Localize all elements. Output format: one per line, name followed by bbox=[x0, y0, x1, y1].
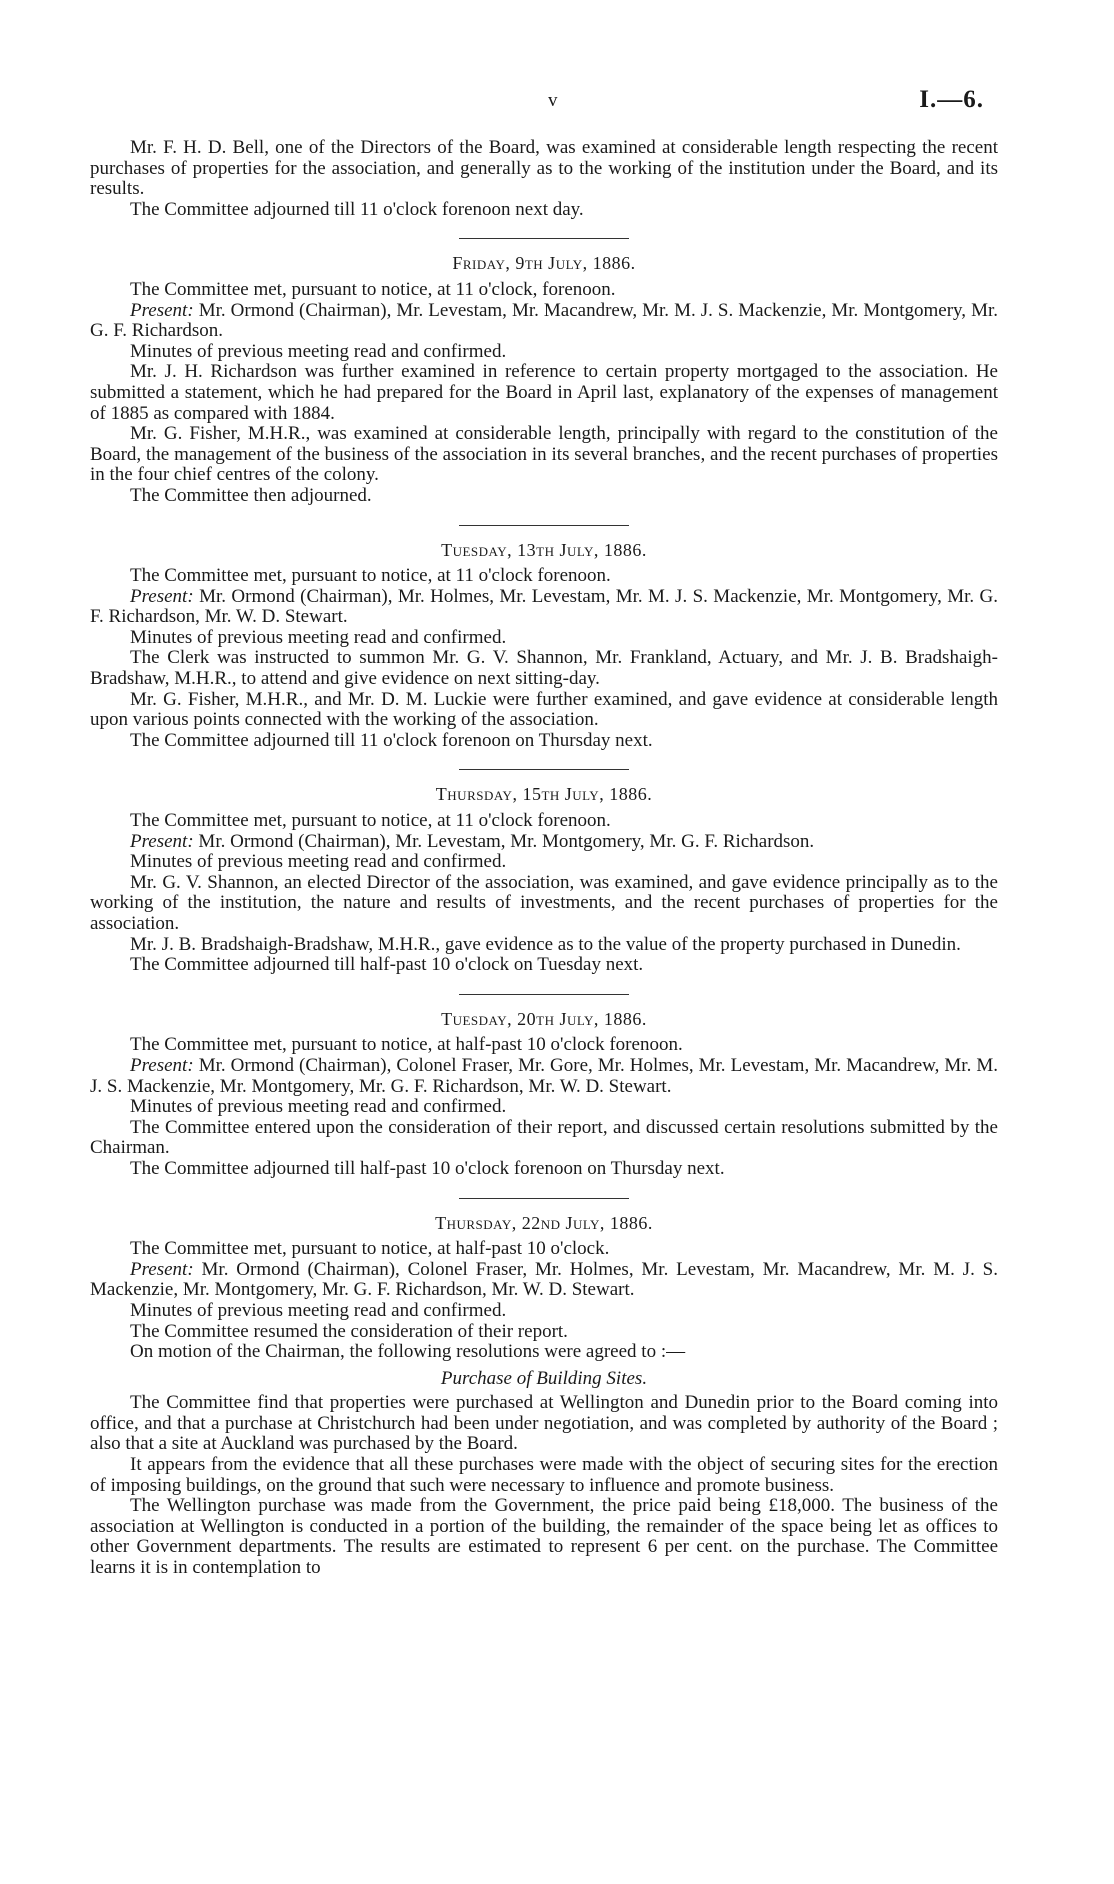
meeting-notice: The Committee met, pursuant to notice, at 11 o'clock, forenoon. bbox=[130, 278, 616, 300]
adjourn-paragraph: The Committee then adjourned. bbox=[130, 484, 372, 506]
document-body bbox=[90, 138, 998, 1579]
meeting-date-heading: Tuesday, 13th July, 1886. bbox=[441, 539, 647, 560]
resolutions-subheading: Purchase of Building Sites. bbox=[440, 1367, 648, 1389]
motion-paragraph: On motion of the Chairman, the following resolutions were agreed to :— bbox=[130, 1341, 686, 1363]
intro-adjourn: The Committee adjourned till 11 o'clock forenoon next day. bbox=[130, 198, 584, 220]
minutes-paragraph: Minutes of previous meeting read and confirmed. bbox=[130, 626, 507, 648]
proceedings-paragraph: Mr. J. H. Richardson was further examined in reference to certain property mortgaged to the association. He submitted a statement, which he had prepared for the Board in April last, explanatory of the expenses of management of 1885 as compared with 1884. bbox=[90, 361, 998, 424]
meeting-notice: The Committee met, pursuant to notice, at 11 o'clock forenoon. bbox=[130, 565, 611, 587]
present-label: Present: bbox=[130, 299, 194, 321]
attendance-list: Mr. Ormond (Chairman), Colonel Fraser, Mr. Holmes, Mr. Levestam, Mr. Macandrew, Mr. M. J. S. Mackenzie, Mr. Montgomery, Mr. G. F. Richardson, Mr. W. D. Stewart. bbox=[90, 1258, 998, 1301]
proceedings-paragraph: The Committee resumed the consideration of their report. bbox=[130, 1320, 568, 1342]
present-label: Present: bbox=[130, 1054, 194, 1076]
attendance-list: Mr. Ormond (Chairman), Mr. Levestam, Mr. Montgomery, Mr. G. F. Richardson. bbox=[198, 830, 815, 852]
resolution-paragraph: The Committee find that properties were purchased at Wellington and Dunedin prior to the Board coming into office, and that a purchase at Christchurch had been under negotiation, and was completed by authority of the Board ; also that a site at Auckland was purchased by the Board. bbox=[90, 1392, 998, 1455]
present-label: Present: bbox=[130, 585, 194, 607]
attendance-paragraph bbox=[90, 301, 998, 342]
meeting-notice: The Committee met, pursuant to notice, at 11 o'clock forenoon. bbox=[130, 810, 611, 832]
proceedings-paragraph: The Committee entered upon the consideration of their report, and discussed certain resolutions submitted by the Chairman. bbox=[90, 1116, 998, 1159]
attendance-list: Mr. Ormond (Chairman), Mr. Holmes, Mr. Levestam, Mr. M. J. S. Mackenzie, Mr. Montgomery, Mr. G. F. Richardson, Mr. W. D. Stewart. bbox=[90, 585, 998, 628]
attendance-paragraph bbox=[90, 1260, 998, 1301]
minutes-paragraph: Minutes of previous meeting read and confirmed. bbox=[130, 1299, 507, 1321]
section-divider bbox=[459, 769, 629, 770]
adjourn-paragraph: The Committee adjourned till half-past 10 o'clock on Tuesday next. bbox=[130, 954, 644, 976]
proceedings-paragraph: Mr. G. Fisher, M.H.R., and Mr. D. M. Luckie were further examined, and gave evidence at considerable length upon various points connected with the working of the association. bbox=[90, 688, 998, 731]
adjourn-paragraph: The Committee adjourned till 11 o'clock forenoon on Thursday next. bbox=[130, 729, 653, 751]
document-reference: I.—6. bbox=[919, 86, 984, 113]
adjourn-paragraph: The Committee adjourned till half-past 10 o'clock forenoon on Thursday next. bbox=[130, 1157, 725, 1179]
intro-paragraph: Mr. F. H. D. Bell, one of the Directors of the Board, was examined at considerable length respecting the recent purchases of properties for the association, and generally as to the working of the institution under the Board, and its results. bbox=[90, 137, 998, 200]
attendance-paragraph bbox=[90, 832, 998, 853]
proceedings-paragraph: Mr. G. Fisher, M.H.R., was examined at considerable length, principally with regard to the constitution of the Board, the management of the business of the association in its several branches, and the recent purchases of properties in the four chief centres of the colony. bbox=[90, 423, 998, 486]
minutes-paragraph: Minutes of previous meeting read and confirmed. bbox=[130, 1096, 507, 1118]
proceedings-paragraph: The Clerk was instructed to summon Mr. G. V. Shannon, Mr. Frankland, Actuary, and Mr. J. B. Bradshaigh-Bradshaw, M.H.R., to attend and give evidence on next sitting-day. bbox=[90, 647, 998, 690]
meeting-date-heading: Thursday, 15th July, 1886. bbox=[435, 784, 653, 805]
attendance-paragraph bbox=[90, 1056, 998, 1097]
attendance-list: Mr. Ormond (Chairman), Colonel Fraser, Mr. Gore, Mr. Holmes, Mr. Levestam, Mr. Macandrew, Mr. M. J. S. Mackenzie, Mr. Montgomery, Mr. G. F. Richardson, Mr. W. D. Stewart. bbox=[90, 1054, 998, 1097]
attendance-list: Mr. Ormond (Chairman), Mr. Levestam, Mr. Macandrew, Mr. M. J. S. Mackenzie, Mr. Montgomery, Mr. G. F. Richardson. bbox=[90, 299, 998, 342]
present-label: Present: bbox=[130, 1258, 194, 1280]
page-number: v bbox=[548, 90, 558, 111]
resolution-paragraph: It appears from the evidence that all these purchases were made with the object of securing sites for the erection of imposing buildings, on the ground that such were necessary to influence and promote business. bbox=[90, 1454, 998, 1496]
section-divider bbox=[459, 994, 629, 995]
proceedings-paragraph: Mr. J. B. Bradshaigh-Bradshaw, M.H.R., gave evidence as to the value of the property purchased in Dunedin. bbox=[130, 933, 961, 955]
section-divider bbox=[459, 238, 629, 239]
meeting-notice: The Committee met, pursuant to notice, at half-past 10 o'clock. bbox=[130, 1238, 610, 1260]
resolution-paragraph: The Wellington purchase was made from the Government, the price paid being £18,000. The business of the association at Wellington is conducted in a portion of the building, the remainder of the space being let as offices to other Government departments. The results are estimated to represent 6 per cent. on the purchase. The Committee learns it is in contemplation to bbox=[90, 1495, 998, 1579]
section-divider bbox=[459, 1198, 629, 1199]
page-header bbox=[0, 86, 1114, 120]
present-label: Present: bbox=[130, 830, 194, 852]
meeting-date-heading: Friday, 9th July, 1886. bbox=[452, 253, 636, 274]
meeting-date-heading: Thursday, 22nd July, 1886. bbox=[435, 1212, 653, 1233]
proceedings-paragraph: Mr. G. V. Shannon, an elected Director of the association, was examined, and gave evidence principally as to the working of the institution, the nature and results of investments, and the recent purchases of properties for the association. bbox=[90, 871, 998, 934]
meeting-notice: The Committee met, pursuant to notice, at half-past 10 o'clock forenoon. bbox=[130, 1034, 683, 1056]
minutes-paragraph: Minutes of previous meeting read and confirmed. bbox=[130, 340, 507, 362]
attendance-paragraph bbox=[90, 587, 998, 628]
section-divider bbox=[459, 525, 629, 526]
meeting-date-heading: Tuesday, 20th July, 1886. bbox=[441, 1008, 647, 1029]
minutes-paragraph: Minutes of previous meeting read and confirmed. bbox=[130, 851, 507, 873]
